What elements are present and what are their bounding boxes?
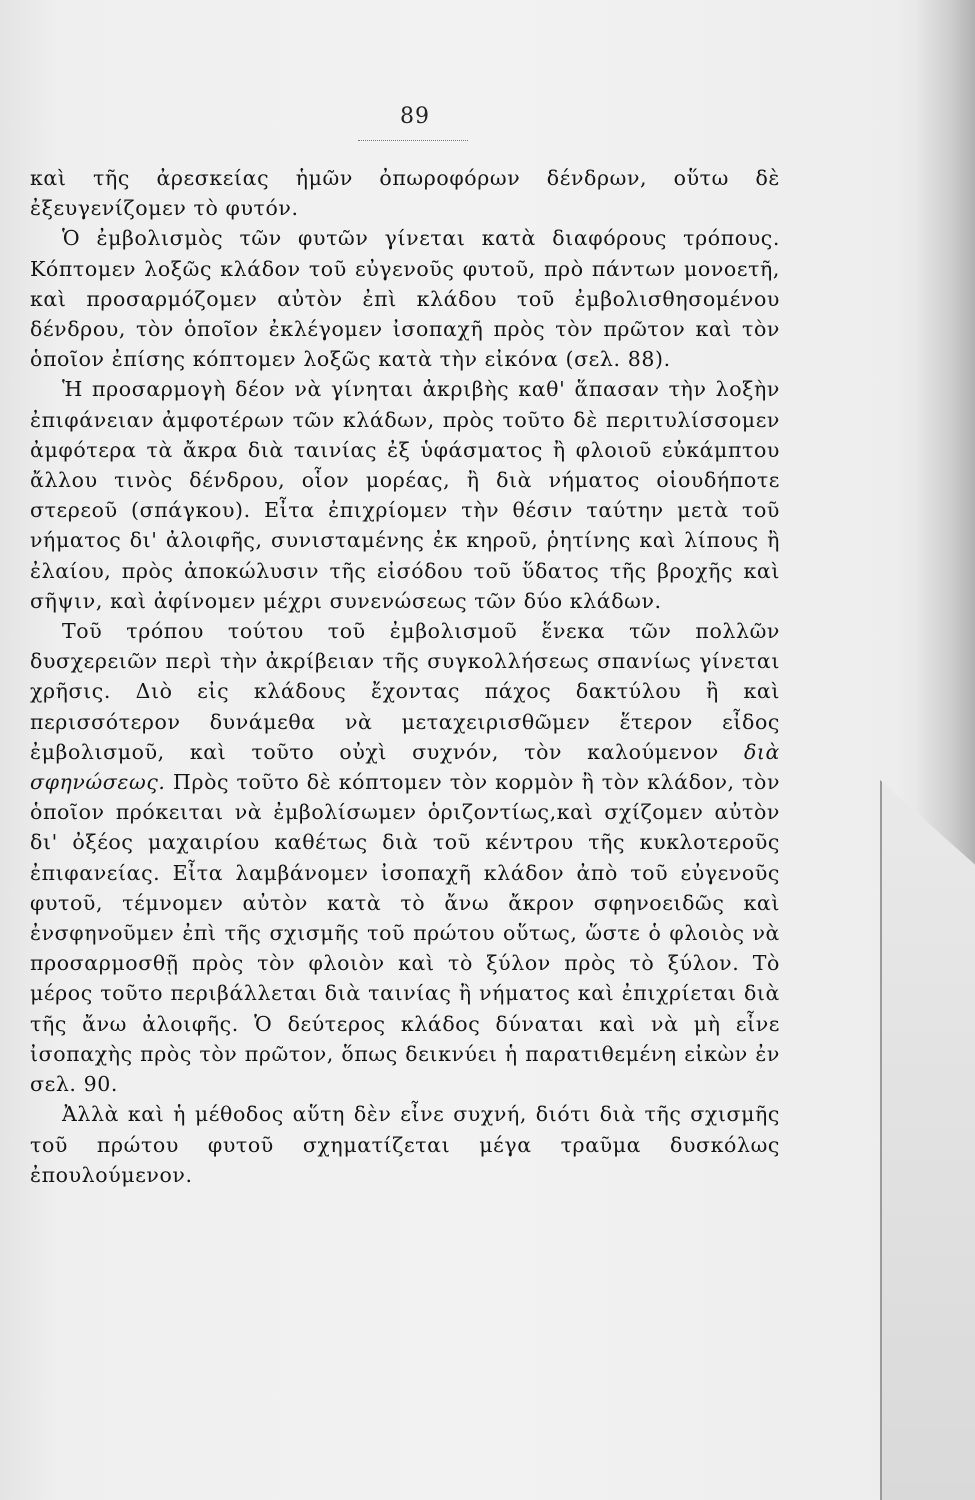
paragraph-text: Πρὸς τοῦτο δὲ κόπτομεν τὸν κορμὸν ἢ τὸν κλάδον, τὸν ὁποῖον πρόκειται νὰ ἐμβολίσωμεν ὁριζοντίως,καὶ σχίζομεν αὐτὸν δι' ὀξέος μαχαιρίου καθέτως διὰ τοῦ κέντρου τῆς κυκλοτεροῦς ἐπιφανείας. Εἶτα λαμβάνομεν ἰσοπαχῆ κλάδον ἀπὸ τοῦ εὐγενοῦς φυτοῦ, τέμνομεν αὐτὸν κατὰ τὸ ἄνω ἄκρον σφηνοειδῶς καὶ ἐνσφηνοῦμεν ἐπὶ τῆς σχισμῆς τοῦ πρώτου οὕτως, ὥστε ὁ φλοιὸς νὰ προσαρμοσθῇ πρὸς τὸν φλοιὸν καὶ τὸ ξύλον πρὸς τὸ ξύλον. Τὸ μέρος τοῦτο περιβάλλεται διὰ ταινίας ἢ νήματος καὶ ἐπιχρίεται διὰ τῆς ἄνω ἀλοιφῆς. Ὁ δεύτερος κλάδος δύναται καὶ νὰ μὴ εἶνε ἰσοπαχὴς πρὸς τὸν πρῶτον, ὅπως δεικνύει ἡ παρατιθεμένη εἰκὼν ἐν σελ. 90. xyxy=(30,770,781,1097)
paragraph-text: Τοῦ τρόπου τούτου τοῦ ἐμβολισμοῦ ἕνεκα τῶν πολλῶν δυσχερειῶν περὶ τὴν ἀκρίβειαν τῆς συγκολλήσεως σπανίως γίνεται χρῆσις. Διὸ εἰς κλάδους ἔχοντας πάχος δακτύλου ἢ καὶ περισσότερον δυνάμεθα νὰ μεταχειρισθῶμεν ἕτερον εἶδος ἐμβολισμοῦ, καὶ τοῦτο οὐχὶ συχνόν, τὸν καλούμενον xyxy=(30,619,780,764)
paragraph: Ἀλλὰ καὶ ἡ μέθοδος αὕτη δὲν εἶνε συχνή, διότι διὰ τῆς σχισμῆς τοῦ πρώτου φυτοῦ σχηματίζεται μέγα τραῦμα δυσκόλως ἐπουλούμενον. xyxy=(30,1102,780,1187)
italic-term: διὰ σφηνώσεως. xyxy=(30,739,780,795)
folded-corner xyxy=(880,780,975,1500)
paragraph xyxy=(30,616,780,1099)
body-text xyxy=(30,163,780,1190)
paragraph: Ἡ προσαρμογὴ δέον νὰ γίνηται ἀκριβὴς καθ' ἅπασαν τὴν λοξὴν ἐπιφάνειαν ἀμφοτέρων τῶν κλάδων, πρὸς τοῦτο δὲ περιτυλίσσομεν ἀμφότερα τὰ ἄκρα διὰ ταινίας ἐξ ὑφάσματος ἢ φλοιοῦ εὐκάμπτου ἄλλου τινὸς δένδρου, οἷον μορέας, ἢ διὰ νήματος οἱουδήποτε στερεοῦ (σπάγκου). Εἶτα ἐπιχρίομεν τὴν θέσιν ταύτην μετὰ τοῦ νήματος δι' ἀλοιφῆς, συνισταμένης ἐκ κηροῦ, ῥητίνης καὶ λίπους ἢ ἐλαίου, πρὸς ἀποκώλυσιν τῆς εἰσόδου τοῦ ὕδατος τῆς βροχῆς καὶ σῆψιν, καὶ ἀφίνομεν μέχρι συνενώσεως τῶν δύο κλάδων. xyxy=(30,377,780,613)
header-rule xyxy=(358,140,468,141)
paragraph: Ὁ ἐμβολισμὸς τῶν φυτῶν γίνεται κατὰ διαφόρους τρόπους. Κόπτομεν λοξῶς κλάδον τοῦ εὐγενοῦς φυτοῦ, πρὸ πάντων μονοετῆ, καὶ προσαρμόζομεν αὐτὸν ἐπὶ κλάδου τοῦ ἐμβολισθησομένου δένδρου, τὸν ὁποῖον ἐκλέγομεν ἰσοπαχῆ πρὸς τὸν πρῶτον καὶ τὸν ὁποῖον ἐπίσης κόπτομεν λοξῶς κατὰ τὴν εἰκόνα (σελ. 88). xyxy=(30,226,780,372)
paragraph: καὶ τῆς ἀρεσκείας ἡμῶν ὀπωροφόρων δένδρων, οὕτω δὲ ἐξευγενίζομεν τὸ φυτόν. xyxy=(30,166,780,221)
page-number: 89 xyxy=(400,104,430,129)
